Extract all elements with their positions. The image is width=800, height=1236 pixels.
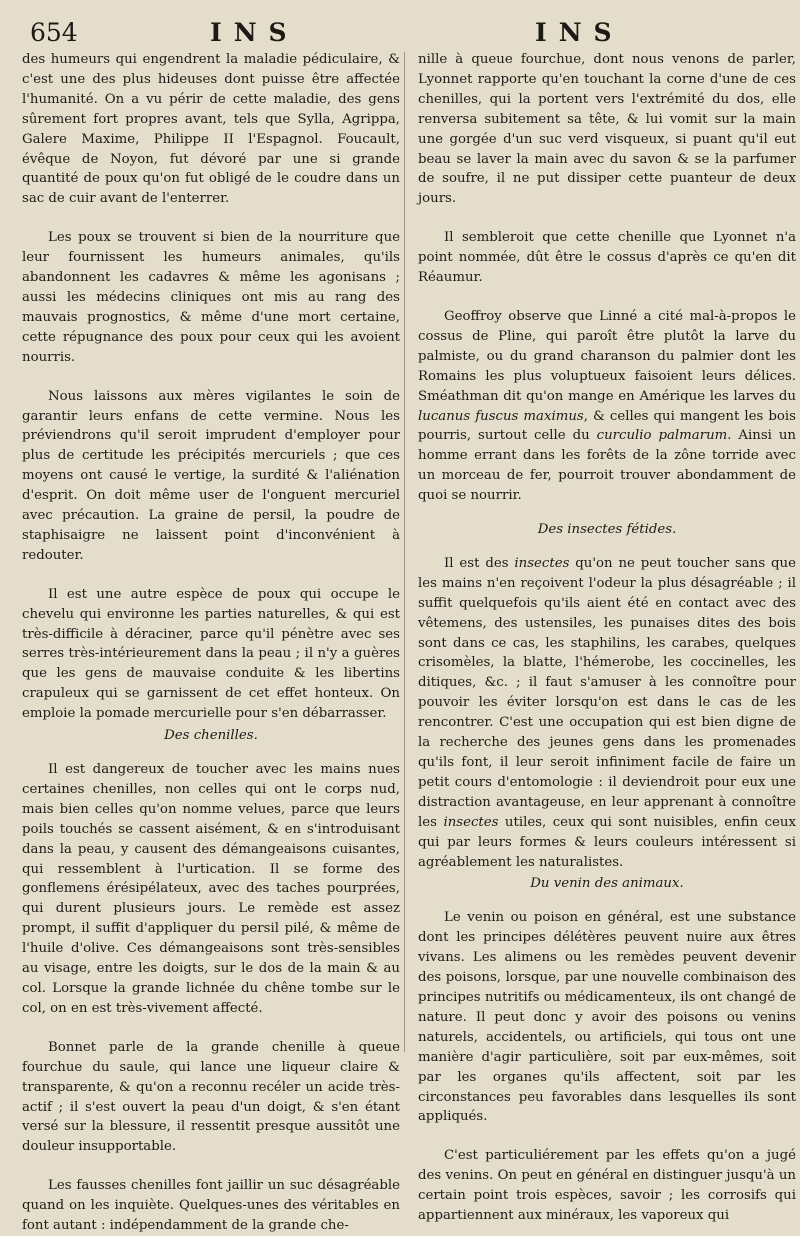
paragraph: C'est particuliérement par les effets qu'on a jugé des venins. On peut en général en distinguer jusqu'à un certain point trois espèces, savoir ; les corrosifs qui appartiennent aux minéraux, les vaporeux qui xyxy=(418,1148,796,1224)
paragraph: nille à queue fourchue, dont nous venons de parler, Lyonnet rapporte qu'en touchant la corne d'une de ces chenilles, qui la portent vers l'extrémité du dos, elle renversa subitement sa tête, & lui vomit sur la main une gorgée d'un suc verd visqueux, si puant qu'il eut beau se laver la main avec du savon & se la parfumer de soufre, il ne put dissiper cette puanteur de deux jours. xyxy=(418,52,796,207)
page-header xyxy=(0,14,800,54)
paragraph: Les fausses chenilles font jaillir un suc désagréable quand on les inquiète. Quelques-unes des véritables en font autant : indépendamment de la grande che- xyxy=(22,1178,400,1234)
paragraph: Il est des insectes qu'on ne peut toucher sans que les mains n'en reçoivent l'odeur la plus désagréable ; il suffit quelquefois qu'ils aient été en contact avec des vêtemens, des ustensiles, les punaises dites des bois sont dans ce cas, les staphilins, les carabes, quelques crisomèles, la blatte, l'hémerobe, les coccinelles, les ditiques, &c. ; il faut s'amuser à les connoître pour pouvoir les éviter lorsqu'on est dans le cas de les rencontrer. C'est une occupation qui est bien digne de la recherche des jeunes gens dans les promenades qu'ils font, il leur seroit infiniment facile de faire un petit cours d'entomologie : il deviendroit pour eux une distraction avantageuse, en leur apprenant à connoître les insectes utiles, ceux qui sont nuisibles, enfin ceux qui par leurs formes & leurs couleurs intéressent si agréablement les naturalistes. xyxy=(418,555,796,870)
paragraph: Les poux se trouvent si bien de la nourriture que leur fournissent les humeurs animales, qu'ils abandonnent les cadavres & même les agonisans ; aussi les médecins cliniques ont mis au rang des mauvais prognostics, & même d'une mort certaine, cette répugnance des poux pour ceux qui les avoient nourris. xyxy=(22,230,400,365)
section-heading: Des chenilles. xyxy=(164,728,258,744)
paragraph: des humeurs qui engendrent la maladie pédiculaire, & c'est une des plus hideuses dont puisse être affectée l'humanité. On a vu périr de cette maladie, des gens sûrement fort propres avant, tels que Sylla, Agrippa, Galere Maxime, Philippe II l'Espagnol. Foucault, évêque de Noyon, fut dévoré par une si grande quantité de poux qu'on fut obligé de le coudre dans un sac de cuir avant de l'enterrer. xyxy=(22,52,400,207)
paragraph: Il est dangereux de toucher avec les mains nues certaines chenilles, non celles qui ont le corps nud, mais bien celles qu'on nomme velues, parce que leurs poils touchés se cassent aisément, & en s'introduisant dans la peau, y causent des démangeaisons cuisantes, qui ressemblent à l'urtication. Il se forme des gonflemens érésipélateux, avec des taches pourprées, qui durent plusieurs jours. Le remède est assez prompt, il suffit d'appliquer du persil pilé, & même de l'huile d'olive. Ces démangeaisons sont très-sensibles au visage, entre les doigts, sur le dos de la main & au col. Lorsque la grande lichnée du chêne tombe sur le col, on en est très-vivement affecté. xyxy=(22,762,400,1016)
running-head-left: INS xyxy=(210,18,299,47)
paragraph: Nous laissons aux mères vigilantes le soin de garantir leurs enfans de cette vermine. Nous les préviendrons qu'il seroit imprudent d'employer pour plus de certitude les précipités mercuriels ; que ces moyens ont causé le vertige, la surdité & l'aliénation d'esprit. On doit même user de l'onguent mercuriel avec précaution. La graine de persil, la poudre de staphisaigre ne laissent point d'inconvénient à redouter. xyxy=(22,388,400,563)
paragraph: Il est une autre espèce de poux qui occupe le chevelu qui environne les parties naturelles, & qui est très-difficile à déraciner, parce qu'il pénètre avec ses serres très-intérieurement dans la peau ; il n'y a guères que les gens de mauvaise conduite & les libertins crapuleux qui se garnissent de cet effet honteux. On emploie la pomade mercurielle pour s'en débarrasser. xyxy=(22,586,400,722)
page-number: 654 xyxy=(30,18,78,47)
section-heading: Des insectes fétides. xyxy=(537,522,677,538)
column-divider xyxy=(404,52,405,1052)
running-head-right: INS xyxy=(535,18,624,47)
paragraph: Bonnet parle de la grande chenille à queue fourchue du saule, qui lance une liqueur claire & transparente, & qu'on a reconnu recéler un acide très-actif ; il s'est ouvert la peau d'un doigt, & s'en étant versé sur la blessure, il ressentit presque aussitôt une douleur insupportable. xyxy=(22,1039,400,1155)
paragraph: Geoffroy observe que Linné a cité mal-à-propos le cossus de Pline, qui paroît être plutôt la larve du palmiste, ou du grand charanson du palmier dont les Romains les plus voluptueux faisoient leurs délices. Sméathman dit qu'on mange en Amérique les larves du lucanus fuscus maximus, & celles qui mangent les bois pourris, surtout celle du curculio palmarum. Ainsi un homme errant dans les forêts de la zône torride avec un morceau de fer, pourroit trouver abondamment de quoi se nourrir. xyxy=(418,308,796,504)
section-heading: Du venin des animaux. xyxy=(530,876,684,892)
paragraph: Il sembleroit que cette chenille que Lyonnet n'a point nommée, dût être le cossus d'après ce qu'en dit Réaumur. xyxy=(418,230,796,286)
right-column xyxy=(418,50,796,1226)
paragraph: Le venin ou poison en général, est une substance dont les principes délétères peuvent nuire aux êtres vivans. Les alimens ou les remèdes peuvent devenir des poisons, lorsque, par une nouvelle combinaison des principes nutritifs ou médicamenteux, ils ont changé de nature. Il peut donc y avoir des poisons ou venins naturels, accidentels, ou artificiels, qui tous ont une manière d'agir particulière, soit par eux-mêmes, soit par les organes qu'ils affectent, soit par les circonstances peu favorables dans lesquelles ils sont appliqués. xyxy=(418,910,796,1125)
left-column xyxy=(22,50,400,1236)
